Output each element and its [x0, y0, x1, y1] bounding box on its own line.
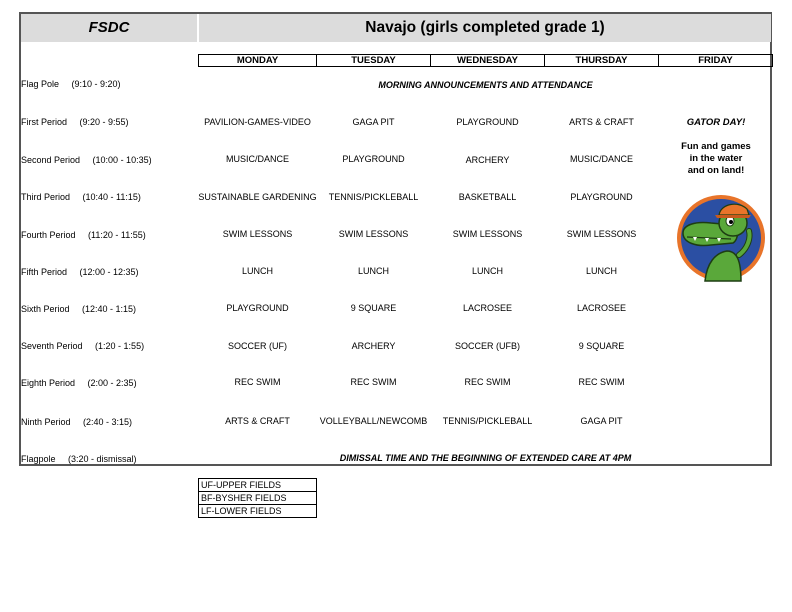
- gator-day-line: in the water: [689, 153, 743, 164]
- gator-day-line: Fun and games: [681, 141, 751, 152]
- dismissal-banner: DIMISSAL TIME AND THE BEGINNING OF EXTENDED CARE AT 4PM: [339, 453, 632, 463]
- schedule-cell: VOLLEYBALL/NEWCOMB: [319, 416, 428, 426]
- period-label: Flagpole (3:20 - dismissal): [21, 454, 137, 464]
- schedule-cell: LACROSEE: [462, 303, 513, 313]
- schedule-cell: REC SWIM: [578, 377, 625, 387]
- legend-item: LF-LOWER FIELDS: [201, 506, 282, 516]
- period-label: Fourth Period (11:20 - 11:55): [21, 230, 146, 240]
- schedule-cell: BASKETBALL: [458, 192, 517, 202]
- legend-item: UF-UPPER FIELDS: [199, 479, 316, 492]
- schedule-cell: REC SWIM: [350, 377, 397, 387]
- day-header-tuesday: TUESDAY: [316, 54, 431, 67]
- schedule-cell: SOCCER (UFB): [455, 341, 520, 351]
- period-label: First Period (9:20 - 9:55): [21, 117, 129, 127]
- schedule-cell: TENNIS/PICKLEBALL: [328, 192, 419, 202]
- schedule-cell: ARCHERY: [351, 341, 396, 351]
- gator-day-line: and on land!: [687, 165, 745, 176]
- schedule-cell: PLAYGROUND: [342, 154, 405, 164]
- period-label: Eighth Period (2:00 - 2:35): [21, 378, 137, 388]
- day-header-thursday: THURSDAY: [544, 54, 659, 67]
- org-name: FSDC: [88, 19, 130, 36]
- period-label: Fifth Period (12:00 - 12:35): [21, 267, 139, 277]
- schedule-cell: LUNCH: [357, 266, 389, 276]
- gator-pupil: [729, 220, 733, 224]
- schedule-cell: LUNCH: [585, 266, 617, 276]
- schedule-cell: MUSIC/DANCE: [569, 154, 633, 164]
- schedule-cell: PLAYGROUND: [226, 303, 289, 313]
- period-label: Second Period (10:00 - 10:35): [21, 155, 152, 165]
- schedule-cell: SUSTAINABLE GARDENING: [198, 192, 317, 202]
- schedule-cell: PLAYGROUND: [456, 117, 519, 127]
- schedule-cell: SOCCER (UF): [228, 341, 287, 351]
- schedule-cell: PLAYGROUND: [570, 192, 633, 202]
- legend-item: BF-BYSHER FIELDS: [199, 492, 316, 505]
- gator-day-description: [660, 141, 772, 177]
- period-label: Flag Pole (9:10 - 9:20): [21, 79, 121, 89]
- field-legend: [198, 478, 317, 518]
- period-label: Seventh Period (1:20 - 1:55): [21, 341, 145, 351]
- schedule-cell: LUNCH: [241, 266, 273, 276]
- schedule-cell: PAVILION-GAMES-VIDEO: [204, 117, 311, 127]
- schedule-cell: SWIM LESSONS: [338, 229, 409, 239]
- period-label: Third Period (10:40 - 11:15): [21, 192, 141, 202]
- day-header-wednesday: WEDNESDAY: [430, 54, 545, 67]
- schedule-cell: TENNIS/PICKLEBALL: [442, 416, 533, 426]
- schedule-cell: MUSIC/DANCE: [225, 154, 289, 164]
- morning-announcements-banner: MORNING ANNOUNCEMENTS AND ATTENDANCE: [378, 80, 593, 90]
- day-header-friday: FRIDAY: [658, 54, 773, 67]
- schedule-cell: LACROSEE: [576, 303, 627, 313]
- schedule-cell: 9 SQUARE: [578, 341, 625, 351]
- schedule-cell: ARTS & CRAFT: [569, 117, 634, 127]
- schedule-cell: GAGA PIT: [352, 117, 395, 127]
- schedule-cell: 9 SQUARE: [350, 303, 397, 313]
- gator-day-title: GATOR DAY!: [686, 117, 746, 128]
- schedule-cell: REC SWIM: [464, 377, 511, 387]
- schedule-title: Navajo (girls completed grade 1): [365, 19, 605, 36]
- schedule-cell: SWIM LESSONS: [566, 229, 637, 239]
- schedule-cell: LUNCH: [471, 266, 503, 276]
- day-header-monday: MONDAY: [198, 54, 317, 67]
- schedule-cell: REC SWIM: [234, 377, 281, 387]
- period-label: Ninth Period (2:40 - 3:15): [21, 417, 133, 427]
- schedule-cell: SWIM LESSONS: [222, 229, 293, 239]
- schedule-cell: SWIM LESSONS: [452, 229, 523, 239]
- schedule-cell: ARCHERY: [465, 155, 510, 165]
- gator-cap-brim: [715, 215, 751, 218]
- gator-mascot-image: [675, 193, 767, 283]
- period-label: Sixth Period (12:40 - 1:15): [21, 304, 137, 314]
- schedule-cell: GAGA PIT: [580, 416, 623, 426]
- schedule-cell: ARTS & CRAFT: [225, 416, 290, 426]
